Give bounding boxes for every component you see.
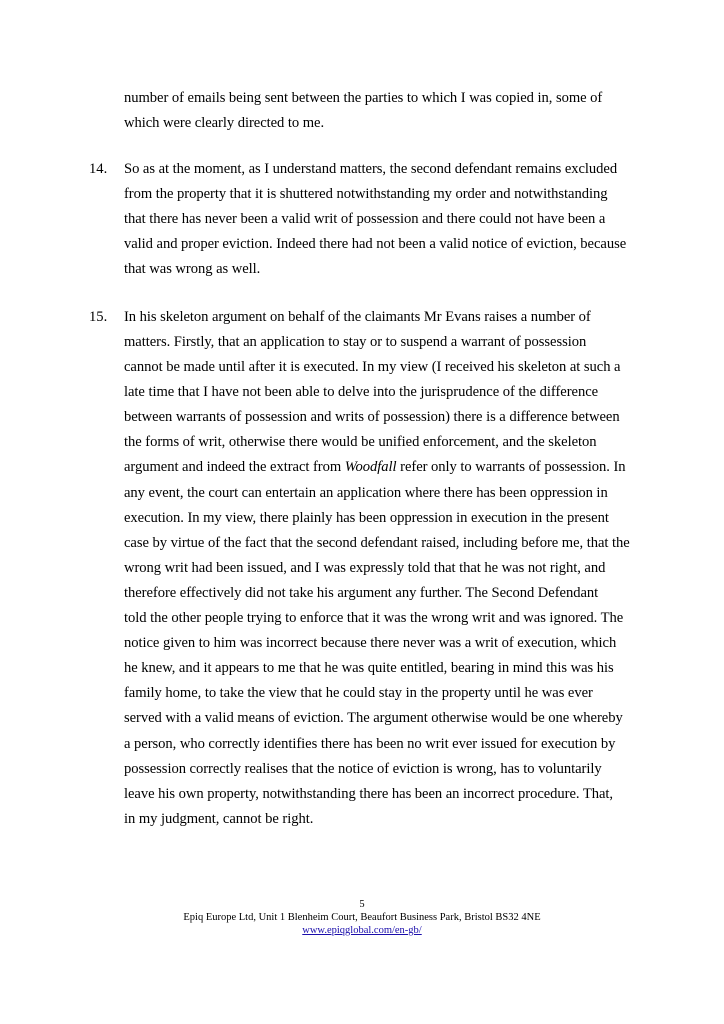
paragraph-line: notice given to him was incorrect because there never was a writ of execution, which — [124, 635, 617, 651]
paragraph-line: cannot be made until after it is executed. In my view (I received his skeleton at such a — [124, 359, 621, 375]
paragraph-line: from the property that it is shuttered notwithstanding my order and notwithstanding — [124, 186, 608, 202]
paragraph-line: So as at the moment, as I understand matters, the second defendant remains excluded — [124, 161, 618, 177]
paragraph-line: a person, who correctly identifies there has been no writ ever issued for execution by — [124, 736, 616, 752]
paragraph-number: 14. — [89, 161, 108, 177]
paragraph-line: family home, to take the view that he could stay in the property until he was ever — [124, 685, 593, 701]
intro-line: which were clearly directed to me. — [124, 115, 325, 131]
paragraph-line: any event, the court can entertain an application where there has been oppression in — [124, 485, 608, 501]
paragraph-line: he knew, and it appears to me that he was quite entitled, bearing in mind this was his — [124, 660, 614, 676]
case-citation: Woodfall — [344, 459, 397, 475]
paragraph-line: case by virtue of the fact that the second defendant raised, including before me, that the — [124, 535, 630, 551]
footer-link-row — [0, 924, 724, 937]
paragraph-line: In his skeleton argument on behalf of the claimants Mr Evans raises a number of — [124, 309, 591, 325]
paragraph-line-with-citation — [124, 458, 626, 476]
paragraph-line: late time that I have not been able to delve into the jurisprudence of the difference — [124, 384, 599, 400]
paragraph-line: served with a valid means of eviction. The argument otherwise would be one whereby — [124, 710, 623, 726]
paragraph-line: valid and proper eviction. Indeed there had not been a valid notice of eviction, because — [124, 236, 627, 252]
paragraph-line: execution. In my view, there plainly has been oppression in execution in the present — [124, 510, 609, 526]
paragraph-line: wrong writ had been issued, and I was expressly told that that he was not right, and — [124, 560, 606, 576]
paragraph-line: matters. Firstly, that an application to stay or to suspend a warrant of possession — [124, 334, 587, 350]
paragraph-line: the forms of writ, otherwise there would be unified enforcement, and the skeleton — [124, 434, 597, 450]
website-link[interactable]: www.epiqglobal.com/en-gb/ — [302, 925, 422, 936]
paragraph-line: that was wrong as well. — [124, 261, 261, 277]
paragraph-line: possession correctly realises that the notice of eviction is wrong, has to voluntarily — [124, 761, 602, 777]
paragraph-line: in my judgment, cannot be right. — [124, 811, 314, 827]
paragraph-number: 15. — [89, 309, 108, 325]
paragraph-line: told the other people trying to enforce that it was the wrong writ and was ignored. The — [124, 610, 624, 626]
page-number: 5 — [359, 899, 365, 910]
paragraph-line: that there has never been a valid writ of possession and there could not have been a — [124, 211, 606, 227]
footer-address: Epiq Europe Ltd, Unit 1 Blenheim Court, Beaufort Business Park, Bristol BS32 4NE — [183, 912, 541, 923]
text-segment: argument and indeed the extract from — [124, 459, 345, 475]
paragraph-line: leave his own property, notwithstanding there has been an incorrect procedure. That, — [124, 786, 613, 802]
text-segment: refer only to warrants of possession. In — [396, 459, 626, 475]
paragraph-line: between warrants of possession and writs of possession) there is a difference between — [124, 409, 620, 425]
intro-line: number of emails being sent between the parties to which I was copied in, some of — [124, 90, 603, 106]
paragraph-line: therefore effectively did not take his argument any further. The Second Defendant — [124, 585, 599, 601]
